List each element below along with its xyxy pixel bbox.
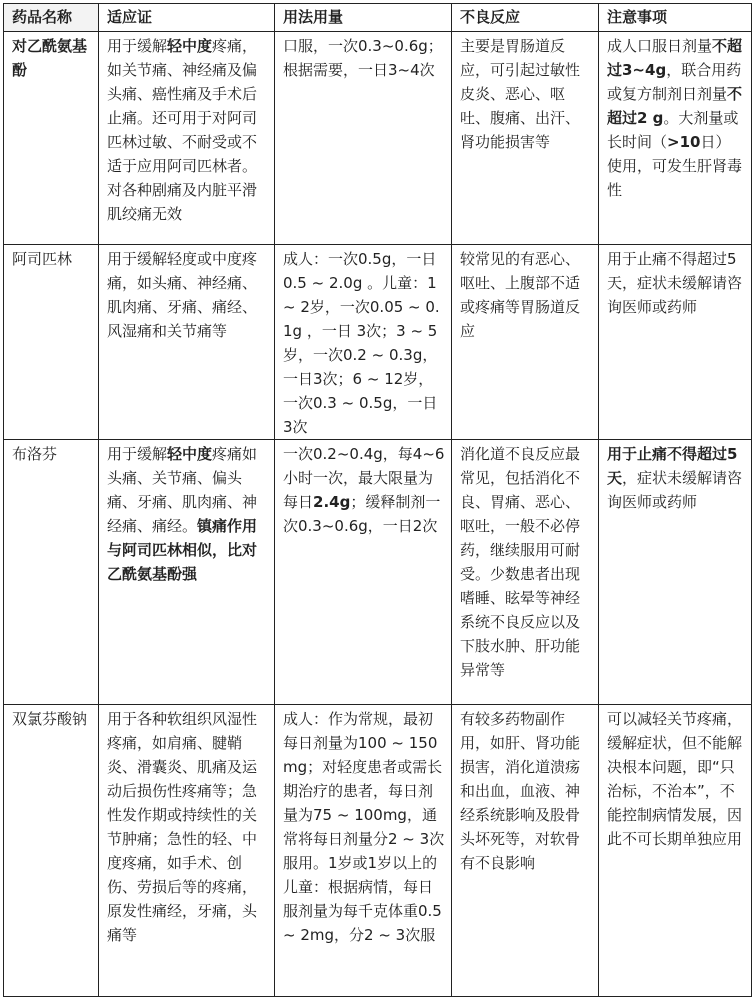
text-segment: 疼痛，如关节痛、神经痛及偏头痛、癌性痛及手术后止痛。还可用于对阿司匹林过敏、不耐受或不适于应用阿司匹林者。对各种剧痛及内脏平滑肌绞痛无效 — [107, 37, 258, 223]
text-segment: 用于缓解 — [107, 37, 168, 55]
text-segment: ，联合用药或复方制剂日剂量 — [607, 61, 742, 103]
adverse-cell — [452, 705, 599, 997]
adverse-cell — [452, 32, 599, 245]
text-segment: 有较多药物副作用，如肝、肾功能损害，消化道溃疡和出血，血液、神经系统影响及股骨头坏死等，对软骨有不良影响 — [460, 710, 581, 872]
text-segment: ，症状未缓解请咨询医师或药师 — [607, 469, 743, 511]
header-drug-name: 药品名称 — [4, 4, 99, 32]
text-segment: >10 — [667, 133, 701, 151]
text-segment: 日）使用，可发生肝肾毒性 — [607, 133, 743, 199]
text-segment: 口服，一次0.3~0.6g；根据需要，一日3~4次 — [283, 37, 443, 79]
indication-cell — [99, 705, 275, 997]
header-row — [4, 4, 752, 32]
notes-cell — [599, 245, 752, 440]
text-segment: 不超过3~4g — [607, 37, 743, 79]
text-segment: 成人：作为常规，最初每日剂量为100 ~ 150mg；对轻度患者或需长期治疗的患者，每日剂量为75 ~ 100mg，通常将每日剂量分2 ~ 3次服用。1岁或1岁以上的儿童：根据病情，每日服剂量为每千克体重0.5 ~ 2mg，分2 ~ 3次服 — [283, 710, 445, 944]
notes-cell — [599, 705, 752, 997]
text-segment: ；缓释制剂一次0.3~0.6g，一日2次 — [283, 493, 441, 535]
table-row — [4, 440, 752, 705]
notes-cell — [599, 32, 752, 245]
text-segment: 。大剂量或长时间（ — [607, 109, 739, 151]
text-segment: 用于止痛不得超过5天 — [607, 445, 738, 487]
dosage-cell — [275, 440, 452, 705]
text-segment: 镇痛作用与阿司匹林相似，比对乙酰氨基酚强 — [107, 517, 258, 583]
adverse-cell — [452, 440, 599, 705]
text-segment: 不超过2 g — [607, 85, 743, 127]
dosage-cell — [275, 32, 452, 245]
drug-name-cell: 对乙酰氨基酚 — [4, 32, 99, 245]
text-segment: 成人：一次0.5g，一日 0.5 ~ 2.0g 。儿童：1 ~ 2岁，一次0.05 ~ 0.1g ，一日 3次；3 ~ 5岁，一次0.2 ~ 0.3g，一日3次；6 ~ 12岁，一次0.3 ~ 0.5g，一日3次 — [283, 250, 440, 436]
table-row — [4, 705, 752, 997]
text-segment: 轻中度 — [167, 37, 213, 55]
header-indication: 适应证 — [99, 4, 275, 32]
text-segment: 疼痛如头痛、关节痛、偏头痛、牙痛、肌肉痛、神经痛、痛经。 — [107, 445, 258, 535]
text-segment: 用于缓解 — [107, 445, 168, 463]
text-segment: 主要是胃肠道反应，可引起过敏性皮炎、恶心、呕吐、腹痛、出汗、肾功能损害等 — [460, 37, 581, 151]
drug-name-cell: 双氯芬酸钠 — [4, 705, 99, 997]
dosage-cell — [275, 245, 452, 440]
drug-name-cell: 阿司匹林 — [4, 245, 99, 440]
header-precautions: 注意事项 — [599, 4, 752, 32]
text-segment: 较常见的有恶心、呕吐、上腹部不适或疼痛等胃肠道反应 — [460, 250, 581, 340]
adverse-cell — [452, 245, 599, 440]
text-segment: 一次0.2~0.4g，每4~6小时一次，最大限量为每日 — [283, 445, 445, 511]
text-segment: 用于止痛不得超过5天，症状未缓解请咨询医师或药师 — [607, 250, 743, 316]
drug-name-cell: 布洛芬 — [4, 440, 99, 705]
text-segment: 成人口服日剂量 — [607, 37, 713, 55]
indication-cell — [99, 32, 275, 245]
text-segment: 消化道不良反应最常见，包括消化不良、胃痛、恶心、呕吐，一般不必停药，继续服用可耐受。少数患者出现嗜睡、眩晕等神经系统不良反应以及下肢水肿、肝功能异常等 — [460, 445, 581, 679]
header-dosage: 用法用量 — [275, 4, 452, 32]
dosage-cell — [275, 705, 452, 997]
text-segment: 用于各种软组织风湿性疼痛，如肩痛、腱鞘炎、滑囊炎、肌痛及运动后损伤性疼痛等；急性发作期或持续性的关节肿痛；急性的轻、中度疼痛，如手术、创伤、劳损后等的疼痛，原发性痛经，牙痛，头痛等 — [107, 710, 258, 944]
header-adverse-reactions: 不良反应 — [452, 4, 599, 32]
text-segment: 轻中度 — [167, 445, 213, 463]
indication-cell — [99, 440, 275, 705]
notes-cell — [599, 440, 752, 705]
drug-comparison-table — [3, 3, 752, 997]
text-segment: 可以减轻关节疼痛，缓解症状，但不能解决根本问题，即“只治标，不治本”，不能控制病情发展，因此不可长期单独应用 — [607, 710, 743, 848]
text-segment: 2.4g — [313, 493, 351, 511]
table-row — [4, 245, 752, 440]
text-segment: 用于缓解轻度或中度疼痛，如头痛、神经痛、肌肉痛、牙痛、痛经、风湿痛和关节痛等 — [107, 250, 258, 340]
table-row — [4, 32, 752, 245]
indication-cell — [99, 245, 275, 440]
